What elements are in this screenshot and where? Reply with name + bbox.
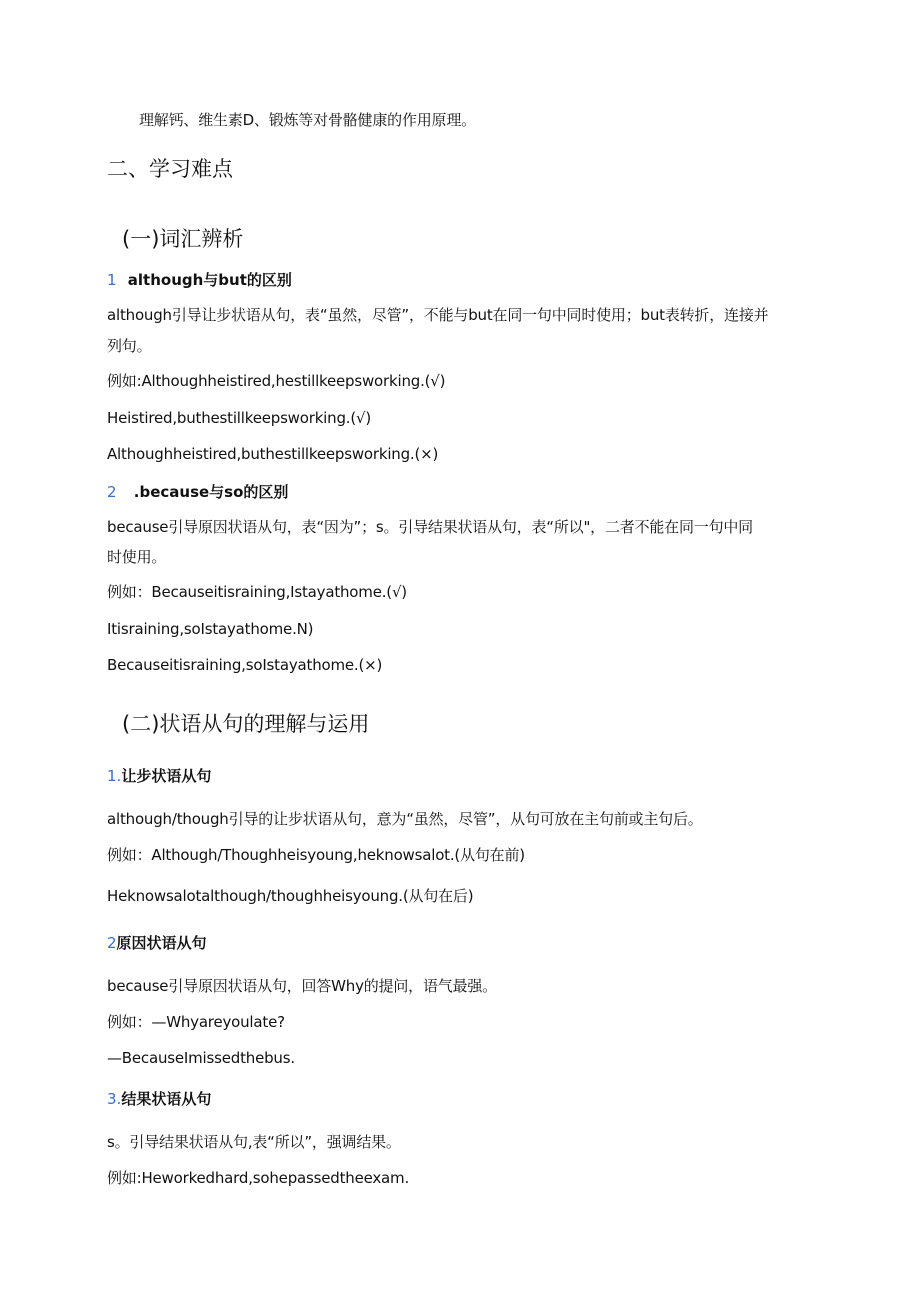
part1-item2-desc-line2: 时使用。	[107, 548, 167, 566]
item-title: .because与so的区别	[133, 483, 289, 501]
part2-item1-example2: Heknowsalotalthough/thoughheisyoung.(从句在后)	[107, 887, 474, 905]
item-title: 原因状语从句	[116, 934, 207, 952]
item-title: 让步状语从句	[121, 767, 212, 785]
part1-item2-example1: 例如：Becauseitisraining,Istayathome.(√)	[107, 583, 407, 601]
item-title: although与but的区别	[127, 271, 292, 289]
part1-item2-example3: Becauseitisraining,soIstayathome.(×)	[107, 656, 383, 674]
part1-title: (一)词汇辨析	[122, 227, 244, 251]
part2-item1-desc: although/though引导的让步状语从句，意为“虽然，尽管”，从句可放在主句前或主句后。	[107, 810, 703, 828]
item-number: 3.	[107, 1090, 122, 1108]
part2-item1-heading	[107, 766, 211, 786]
part1-item1-desc-line2: 列句。	[107, 337, 152, 355]
item-number: 1	[107, 271, 117, 289]
part2-item3-desc: s。引导结果状语从句,表“所以”，强调结果。	[107, 1133, 401, 1151]
part2-item2-example2: —BecauseImissedthebus.	[107, 1049, 295, 1067]
part2-item2-example1: 例如：—Whyareyoulate?	[107, 1013, 285, 1031]
intro-line: 理解钙、维生素D、锻炼等对骨骼健康的作用原理。	[139, 111, 476, 129]
item-number: 2	[107, 483, 117, 501]
part1-item2-desc-line1: because引导原因状语从句，表“因为”；s。引导结果状语从句，表“所以"，二者不能在同一句中同	[107, 518, 753, 536]
part1-item1-example1: 例如:Althoughheistired,hestillkeepsworking.(√)	[107, 372, 446, 390]
item-number: 1.	[107, 767, 122, 785]
part1-item2-heading	[107, 482, 288, 502]
part2-item1-example1: 例如：Although/Thoughheisyoung,heknowsalot.(从句在前)	[107, 846, 525, 864]
part1-item1-example2: Heistired,buthestillkeepsworking.(√)	[107, 409, 372, 427]
part1-item1-desc-line1: although引导让步状语从句，表“虽然，尽管”，不能与but在同一句中同时使用；but表转折，连接并	[107, 306, 769, 324]
part2-item3-heading	[107, 1089, 211, 1109]
part1-item2-example2: Itisraining,soIstayathome.N)	[107, 620, 314, 638]
item-title: 结果状语从句	[121, 1090, 212, 1108]
part2-item2-desc: because引导原因状语从句，回答Why的提问，语气最强。	[107, 977, 497, 995]
part1-item1-example3: Althoughheistired,buthestillkeepsworking.(×)	[107, 445, 439, 463]
section-title: 二、学习难点	[107, 157, 233, 181]
part2-item3-example1: 例如:Heworkedhard,sohepassedtheexam.	[107, 1169, 410, 1187]
part2-item2-heading	[107, 933, 207, 953]
part2-title: (二)状语从句的理解与运用	[122, 712, 370, 736]
part1-item1-heading	[107, 270, 292, 290]
item-number: 2	[107, 934, 117, 952]
